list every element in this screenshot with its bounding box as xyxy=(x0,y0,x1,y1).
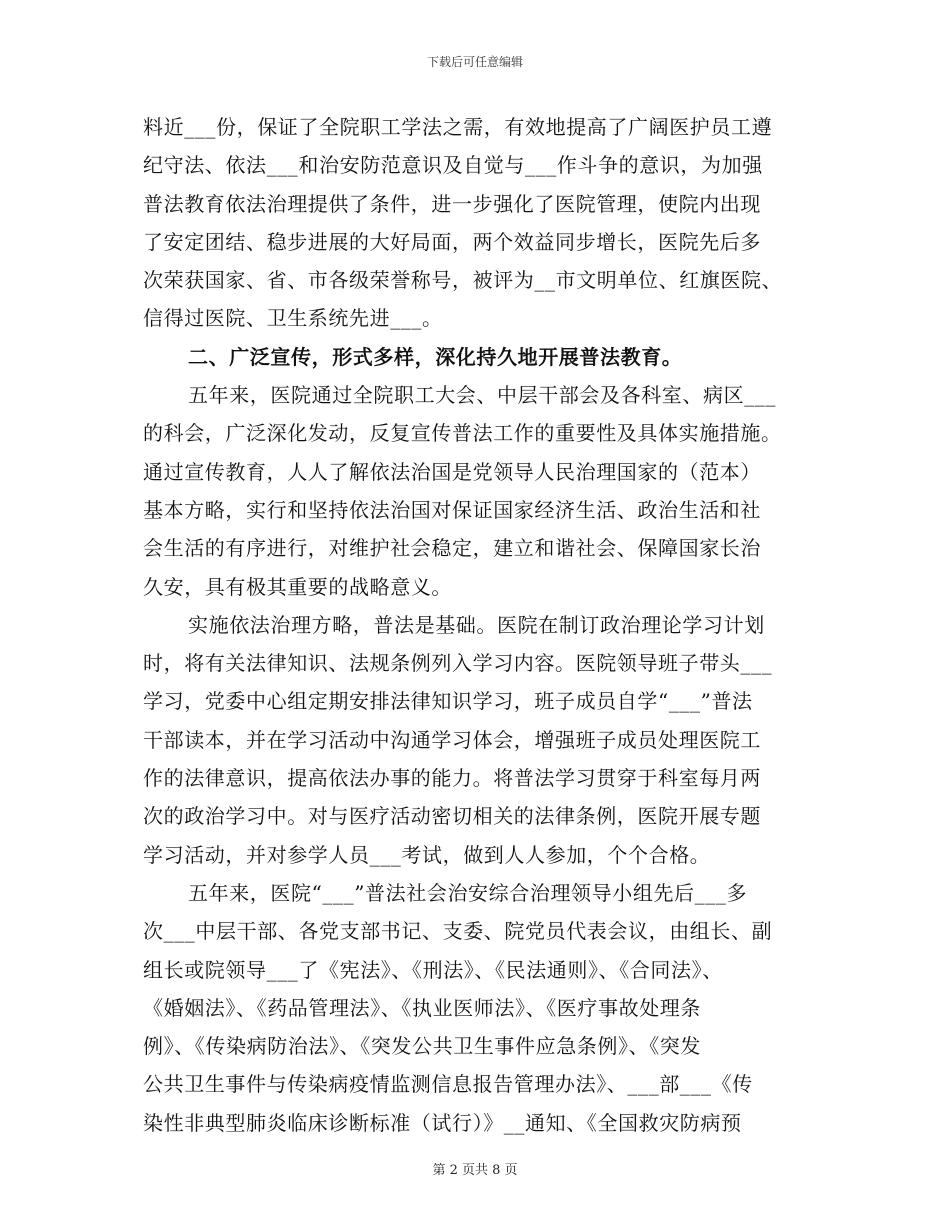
text-line: 次___中层干部、各党支部书记、支委、院党员代表会议，由组长、副 xyxy=(143,919,773,944)
text-line: 普法教育依法治理提供了条件，进一步强化了医院管理，使院内出现 xyxy=(143,191,761,216)
text-line: 干部读本，并在学习活动中沟通学习体会，增强班子成员处理医院工 xyxy=(143,727,761,752)
text-line: 学习，党委中心组定期安排法律知识学习，班子成员自学“___”普法 xyxy=(143,689,753,714)
text-line: 染性非典型肺炎临床诊断标准（试行）》__通知、《全国救灾防病预 xyxy=(143,1110,742,1135)
text-line: 例》、《传染病防治法》、《突发公共卫生事件应急条例》、《突发 xyxy=(143,1034,701,1059)
text-line: 了安定团结、稳步进展的大好局面，两个效益同步增长，医院先后多 xyxy=(143,229,761,254)
page-header: 下载后可任意编辑 xyxy=(426,55,523,69)
text-line: 作的法律意识，提高依法办事的能力。将普法学习贯穿于科室每月两 xyxy=(143,766,761,791)
text-line: 料近___份，保证了全院职工学法之需，有效地提高了广阔医护员工遵 xyxy=(143,115,773,139)
text-line: 五年来，医院通过全院职工大会、中层干部会及各科室、病区___ xyxy=(188,383,776,408)
text-line: 信得过医院、卫生系统先进___。 xyxy=(143,306,443,331)
text-line: 组长或院领导___了《宪法》、《刑法》、《民法通则》、《合同法》、 xyxy=(143,957,723,982)
text-line: 公共卫生事件与传染病疫情监测信息报告管理办法》、___部___《传 xyxy=(143,1072,753,1097)
text-line: 实施依法治理方略，普法是基础。医院在制订政治理论学习计划 xyxy=(188,612,765,637)
section-heading: 二、广泛宣传，形式多样，深化持久地开展普法教育。 xyxy=(188,344,683,369)
text-line: 基本方略，实行和坚持依法治国对保证国家经济生活、政治生活和社 xyxy=(143,497,761,522)
text-line: 通过宣传教育，人人了解依法治国是党领导人民治理国家的（范本） xyxy=(143,459,761,484)
text-line: 次的政治学习中。对与医疗活动密切相关的法律条例，医院开展专题 xyxy=(143,804,761,829)
text-line: 学习活动，并对参学人员___考试，做到人人参加，个个合格。 xyxy=(143,842,711,867)
text-line: 次荣获国家、省、市各级荣誉称号，被评为__市文明单位、红旗医院、 xyxy=(143,268,783,293)
text-line: 久安，具有极其重要的战略意义。 xyxy=(143,574,452,599)
body-text xyxy=(143,108,823,1142)
text-line: 五年来，医院“___”普法社会治安综合治理领导小组先后___多 xyxy=(188,880,748,905)
page-footer: 第 2 页共 8 页 xyxy=(432,1163,518,1178)
text-line: 《婚姻法》、《药品管理法》、《执业医师法》、《医疗事故处理条 xyxy=(143,995,701,1020)
text-line: 的科会，广泛深化发动，反复宣传普法工作的重要性及具体实施措施。 xyxy=(143,421,782,446)
text-line: 时，将有关法律知识、法规条例列入学习内容。医院领导班子带头___ xyxy=(143,651,773,676)
text-line: 纪守法、依法___和治安防范意识及自觉与___作斗争的意识，为加强 xyxy=(143,153,763,178)
text-line: 会生活的有序进行，对维护社会稳定，建立和谐社会、保障国家长治 xyxy=(143,536,761,561)
